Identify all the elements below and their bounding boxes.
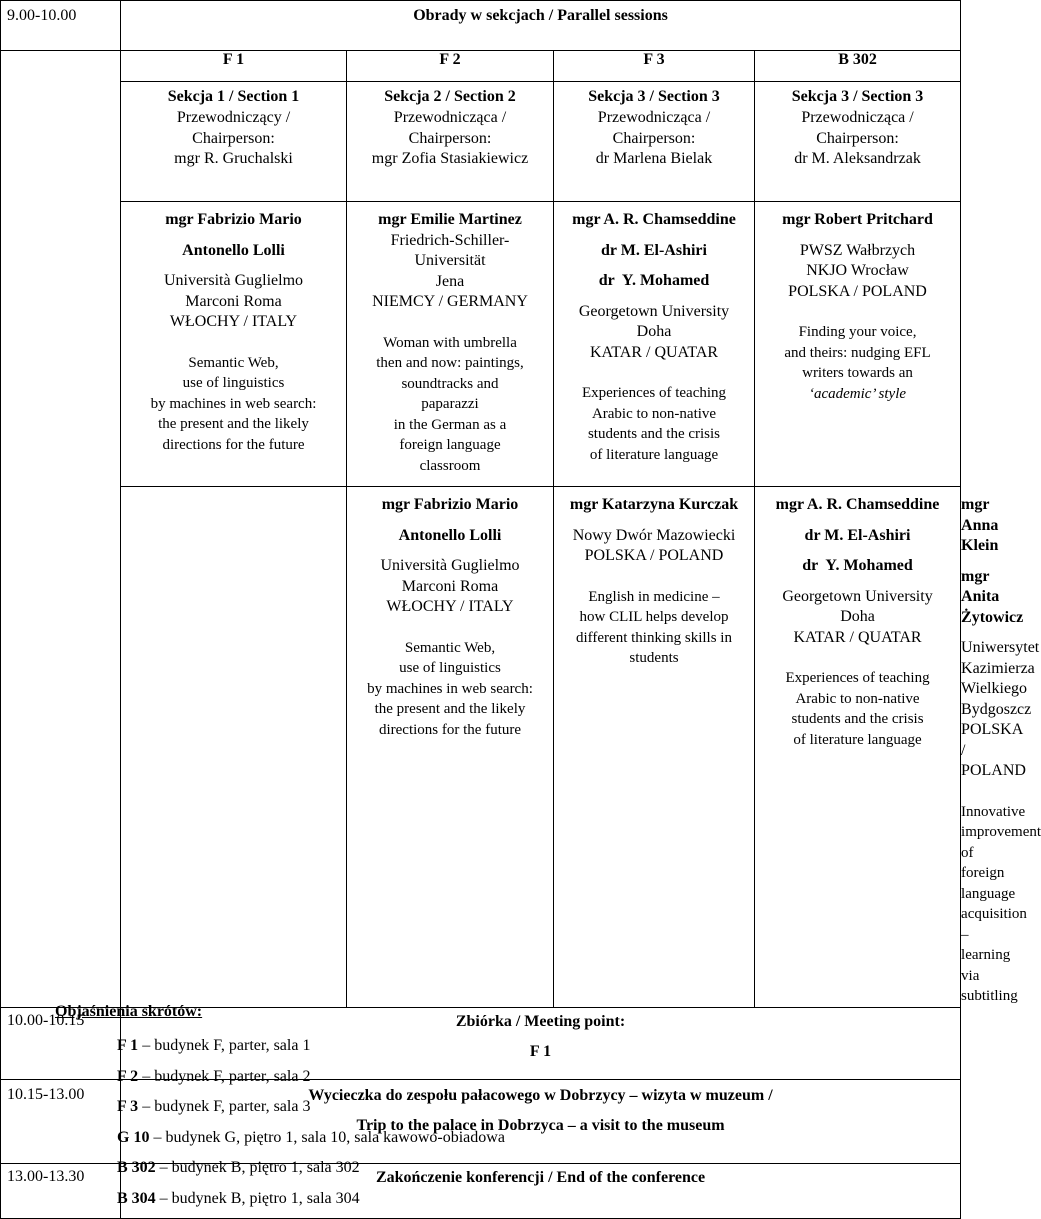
- section-name: Sekcja 3 / Section 3: [588, 88, 720, 105]
- talk-cell: [347, 487, 554, 1008]
- time-cell: [1, 1079, 121, 1163]
- talk-affiliation: Università Guglielmo: [163, 272, 304, 289]
- talk-title: Arabic to non-native: [591, 405, 717, 422]
- chair-name: mgr Zofia Stasiakiewicz: [371, 150, 529, 167]
- talk-affiliation: KATAR / QUATAR: [793, 628, 922, 646]
- talk-title: Semantic Web,: [404, 639, 496, 656]
- talk-title: directions for the future: [162, 436, 305, 453]
- sections-row: [1, 82, 961, 202]
- talk-title: how CLIL helps develop: [579, 609, 729, 625]
- section-name: Sekcja 2 / Section 2: [384, 88, 516, 105]
- talk-author: dr M. El-Ashiri: [804, 526, 911, 544]
- talk-author: mgr Robert Pritchard: [782, 211, 933, 228]
- legend-key: F 1: [117, 1037, 139, 1054]
- legend-desc: – budynek F, parter, sala 3: [138, 1098, 311, 1115]
- section-cell: [347, 82, 554, 202]
- legend-key: B 302: [117, 1159, 156, 1176]
- talk-cell: [347, 202, 554, 487]
- talk-author: mgr Katarzyna Kurczak: [569, 496, 739, 513]
- meeting-room: F 1: [529, 1042, 552, 1060]
- talk-author: mgr Emilie Martinez: [378, 211, 522, 228]
- legend-desc: – budynek F, parter, sala 1: [138, 1037, 311, 1054]
- time-end: 13.00-13.30: [7, 1167, 85, 1185]
- talk-cell: [554, 487, 755, 1008]
- talk-affiliation: Doha: [636, 323, 672, 340]
- talk-title: different thinking skills in: [576, 629, 732, 646]
- talk-title: Arabic to non-native: [795, 690, 920, 707]
- chair-label: Przewodnicząca /: [597, 109, 711, 126]
- talk-affiliation: WŁOCHY / ITALY: [169, 313, 298, 330]
- talk-title: Semantic Web,: [188, 354, 279, 371]
- talk-title: in the German as a: [393, 416, 507, 433]
- talk-author: dr M. El-Ashiri: [601, 241, 707, 259]
- time-sessions: 9.00-10.00: [7, 7, 77, 24]
- talk-author: mgr Fabrizio Mario: [381, 496, 519, 513]
- talk-title: students: [629, 650, 679, 666]
- sessions-title: Obrady w sekcjach / Parallel sessions: [121, 1, 961, 51]
- trip-label-en: Trip to the palace in Dobrzyca – a visit to the museum: [356, 1116, 725, 1134]
- talk-title: use of linguistics: [399, 660, 501, 676]
- section-name: Sekcja 3 / Section 3: [791, 88, 924, 105]
- talk-affiliation: Universität: [414, 252, 486, 269]
- talk-cell: [755, 487, 961, 1008]
- end-label: Zakończenie konferencji / End of the conference: [375, 1168, 706, 1186]
- talk-affiliation: Jena: [435, 272, 465, 290]
- chair-name: mgr R. Gruchalski: [174, 150, 293, 167]
- legend-key: F 3: [117, 1098, 139, 1115]
- time-cell: [1, 1163, 121, 1218]
- talk-affiliation: Georgetown University: [782, 587, 933, 605]
- section-cell: [554, 82, 755, 202]
- talk-author: dr Y. Mohamed: [802, 557, 913, 574]
- talks-row-1: [1, 202, 961, 487]
- talk-title: by machines in web search:: [150, 395, 317, 412]
- talk-title: the present and the likely: [158, 416, 309, 432]
- legend-item: [117, 1158, 360, 1178]
- time-trip: 10.15-13.00: [7, 1085, 85, 1103]
- talk-affiliation: KATAR / QUATAR: [589, 343, 719, 361]
- talk-affiliation: Doha: [840, 608, 875, 625]
- room-f1: F 1: [121, 51, 347, 82]
- legend-desc: – budynek G, piętro 1, sala 10, sala kawowo-obiadowa: [149, 1129, 505, 1146]
- legend-key: G 10: [117, 1129, 150, 1146]
- legend: [55, 1002, 202, 1022]
- talk-title: directions for the future: [378, 721, 522, 738]
- talk-author: mgr Fabrizio Mario: [165, 211, 302, 228]
- talk-author: Antonello Lolli: [182, 241, 285, 259]
- talk-title: and theirs: nudging EFL: [784, 344, 931, 361]
- trip-row: [1, 1079, 961, 1163]
- talk-title: use of linguistics: [182, 375, 285, 391]
- talk-affiliation: Università Guglielmo: [380, 557, 520, 574]
- talk-title: by machines in web search:: [367, 680, 533, 697]
- talk-cell: [121, 202, 347, 487]
- section-cell: [755, 82, 961, 202]
- room-b302: B 302: [755, 51, 961, 82]
- talk-title: foreign language: [399, 437, 501, 453]
- trip-cell: [121, 1079, 961, 1163]
- talk-title: then and now: paintings,: [376, 355, 524, 371]
- talk-title: students and the crisis: [791, 711, 924, 727]
- legend-item: [117, 1128, 505, 1148]
- talk-affiliation: NKJO Wrocław: [806, 262, 909, 279]
- talk-cell: [755, 202, 961, 487]
- chair-label: Przewodnicząca /: [801, 109, 914, 126]
- chair-label-en: Chairperson:: [816, 129, 899, 147]
- talk-affiliation: NIEMCY / GERMANY: [372, 293, 528, 310]
- time-cell-empty: [1, 51, 121, 1008]
- talks-row-2: mgr Fabrizio Mario Antonello Lolli Università Guglielmo Marconi Roma WŁOCHY / ITALY Semantic Web, use of linguistics by machines in web search: the present and the likely directions for the future mgr Katarzyna Kurczak Nowy Dwór Mazowiecki POLSKA / POLAND English in medicine – how CLIL helps develop different thinking skills in students mgr A. R. Chamseddine dr M. El-Ashiri dr Y. Mohamed Georgetown University Doha KATAR / QUATAR Experiences of teaching Arabic to non-native students and the crisis of literature language mgr Anna Klein mgr Anita Żytowicz Uniwersytet Kazimierza Wielkiego Bydgoszcz POLSKA / POLAND Innovative improvement of foreign language acquisition – learning via subtitling: [1, 487, 961, 1008]
- talk-affiliation: Georgetown University: [578, 302, 730, 320]
- talk-affiliation: Friedrich-Schiller-: [390, 231, 510, 249]
- talk-title: Woman with umbrella: [383, 334, 517, 351]
- talk-title: the present and the likely: [374, 701, 526, 717]
- legend-item: [117, 1067, 310, 1087]
- legend-desc: – budynek B, piętro 1, sala 304: [155, 1190, 360, 1207]
- talk-title: Experiences of teaching: [581, 385, 727, 401]
- section-name: Sekcja 1 / Section 1: [167, 88, 300, 105]
- legend-desc: – budynek B, piętro 1, sala 302: [155, 1159, 360, 1176]
- talk-title: English in medicine –: [588, 588, 720, 605]
- legend-key: B 304: [117, 1190, 156, 1207]
- talk-title: classroom: [419, 457, 481, 474]
- meeting-label: Zbiórka / Meeting point:: [455, 1012, 626, 1030]
- room-f2: F 2: [347, 51, 554, 82]
- legend-item: [117, 1036, 310, 1056]
- talk-title: ‘academic’ style: [809, 385, 907, 402]
- legend-key: F 2: [117, 1068, 139, 1085]
- legend-title: Objaśnienia skrótów:: [55, 1003, 203, 1020]
- room-f3: F 3: [554, 51, 755, 82]
- talk-affiliation: POLSKA / POLAND: [584, 547, 724, 564]
- chair-label: Przewodniczący /: [176, 109, 291, 126]
- chair-label-en: Chairperson:: [408, 129, 492, 147]
- talk-affiliation: Nowy Dwór Mazowiecki: [572, 526, 736, 544]
- talk-author: dr Y. Mohamed: [598, 272, 710, 289]
- time-cell-empty: [121, 487, 347, 1008]
- chair-name: dr M. Aleksandrzak: [794, 150, 921, 167]
- legend-desc: – budynek F, parter, sala 2: [138, 1068, 311, 1085]
- time-meeting: 10.00-10.15: [7, 1011, 85, 1029]
- time-cell: [1, 1, 121, 51]
- talk-cell: [554, 202, 755, 487]
- chair-label-en: Chairperson:: [192, 129, 275, 147]
- talk-affiliation: Marconi Roma: [401, 577, 499, 595]
- trip-label-pl: Wycieczka do zespołu pałacowego w Dobrzycy – wizyta w muzeum /: [308, 1086, 773, 1104]
- talk-author: mgr A. R. Chamseddine: [775, 496, 940, 513]
- talk-author: Antonello Lolli: [398, 526, 502, 544]
- talk-affiliation: WŁOCHY / ITALY: [386, 598, 514, 615]
- chair-label-en: Chairperson:: [612, 129, 696, 147]
- legend-item: [117, 1189, 360, 1209]
- talk-title: of literature language: [589, 446, 719, 463]
- talk-title: soundtracks and: [401, 375, 499, 392]
- talk-affiliation: Marconi Roma: [185, 292, 282, 310]
- talk-title: of literature language: [793, 731, 922, 748]
- talk-title: Experiences of teaching: [785, 670, 930, 686]
- talk-affiliation: PWSZ Wałbrzych: [799, 241, 916, 259]
- talk-title: paparazzi: [421, 396, 479, 412]
- section-cell: [121, 82, 347, 202]
- chair-label: Przewodnicząca /: [393, 109, 507, 126]
- chair-name: dr Marlena Bielak: [595, 150, 713, 167]
- talk-affiliation: POLSKA / POLAND: [788, 282, 927, 300]
- talk-title: writers towards an: [802, 365, 913, 381]
- rooms-row: [1, 51, 961, 82]
- sessions-header-row: [1, 1, 961, 51]
- talk-title: students and the crisis: [587, 426, 721, 442]
- talk-author: mgr A. R. Chamseddine: [572, 211, 736, 228]
- talk-title: Finding your voice,: [798, 324, 917, 340]
- legend-item: [117, 1097, 310, 1117]
